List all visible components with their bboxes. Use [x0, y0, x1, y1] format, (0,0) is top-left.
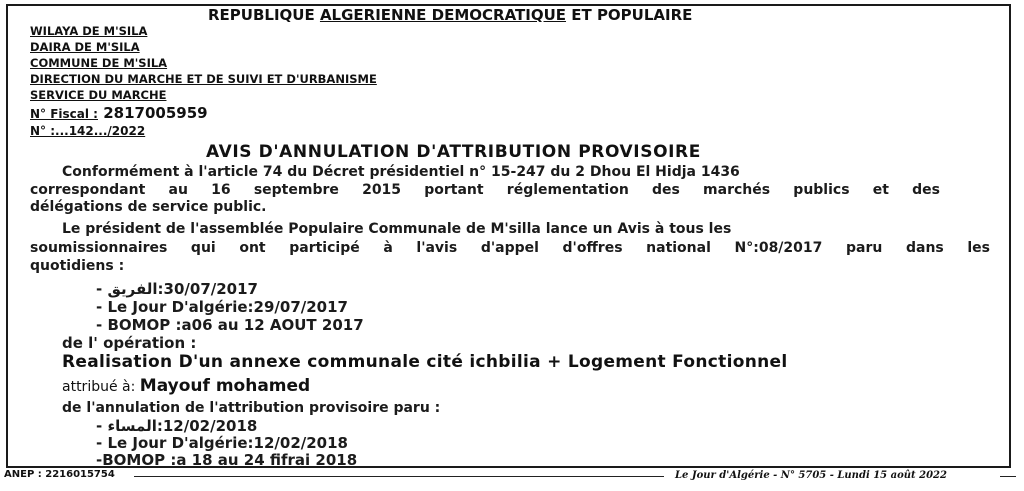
publication1-date: :30/07/2017 [157, 280, 258, 298]
fiscal-label: N° Fiscal : [30, 107, 98, 121]
operation-label: de l' opération : [62, 334, 197, 352]
org-service: SERVICE DU MARCHE [30, 88, 167, 102]
org-wilaya: WILAYA DE M'SILA [30, 24, 148, 38]
header-title-part3: ET POPULAIRE [566, 6, 693, 24]
publication6-item [96, 451, 357, 469]
paragraph2-line3: quotidiens : [30, 258, 125, 274]
attributed-name: Mayouf mohamed [139, 376, 311, 396]
publication6-date: :a 18 au 24 fifrai 2018 [170, 451, 358, 469]
publication2-date: :29/07/2017 [247, 298, 348, 316]
footer-divider-left [134, 476, 664, 477]
header-title-part2: ALGERIENNE DEMOCRATIQUE [319, 6, 567, 24]
publication1-arabic-name: الفريق [107, 280, 158, 298]
paragraph1-line3: délégations de service public. [30, 199, 267, 215]
header-title-part1: REPUBLIQUE [208, 6, 320, 24]
attributed-label: attribué à: [62, 379, 136, 395]
footer-divider-right [1000, 476, 1016, 477]
attributed-to [62, 376, 310, 396]
paragraph2-line1: Le président de l'assemblée Populaire Communale de M'silla lance un Avis à tous les [62, 221, 732, 237]
notice-title: AVIS D'ANNULATION D'ATTRIBUTION PROVISOIRE [206, 142, 701, 162]
publication2-item [96, 298, 348, 316]
publication4-arabic-name: المساء [107, 417, 157, 435]
publication2-name: - Le Jour D'algérie [96, 298, 248, 316]
org-direction: DIRECTION DU MARCHE ET DE SUIVI ET D'URBANISME [30, 72, 377, 86]
publication5-date: :12/02/2018 [247, 434, 348, 452]
publication5-name: - Le Jour D'algérie [96, 434, 248, 452]
paragraph1-line2: correspondant au 16 septembre 2015 portant réglementation des marchés publics et des [30, 182, 940, 198]
publication4-date: :12/02/2018 [156, 417, 258, 435]
org-daira: DAIRA DE M'SILA [30, 40, 140, 54]
fiscal-number [30, 104, 208, 122]
org-commune: COMMUNE DE M'SILA [30, 56, 168, 70]
anep-reference: ANEP : 2216015754 [4, 469, 115, 480]
annulation-label: de l'annulation de l'attribution provisoire paru : [62, 400, 441, 416]
operation-title: Realisation D'un annexe communale cité ichbilia + Logement Fonctionnel [62, 352, 788, 372]
publication3-date: :a06 au 12 AOUT 2017 [175, 316, 364, 334]
paragraph2-line2: soumissionnaires qui ont participé à l'avis d'appel d'offres national N°:08/2017 paru dans les [30, 240, 990, 256]
publication5-item [96, 434, 348, 452]
publication1-item: - الفريق:30/07/2017 [96, 280, 258, 298]
header-title [208, 6, 692, 24]
publication6-name: -BOMOP [96, 451, 166, 469]
paragraph1-line1: Conformément à l'article 74 du Décret présidentiel n° 15-247 du 2 Dhou El Hidja 1436 [62, 164, 740, 180]
journal-footer: Le Jour d'Algérie - N° 5705 - Lundi 15 août 2022 [675, 470, 947, 481]
fiscal-value: 2817005959 [103, 104, 208, 122]
reference-number: N° :...142.../2022 [30, 124, 146, 138]
publication4-item: - المساء:12/02/2018 [96, 417, 258, 435]
publication3-name: - BOMOP [96, 316, 171, 334]
publication3-item [96, 316, 364, 334]
